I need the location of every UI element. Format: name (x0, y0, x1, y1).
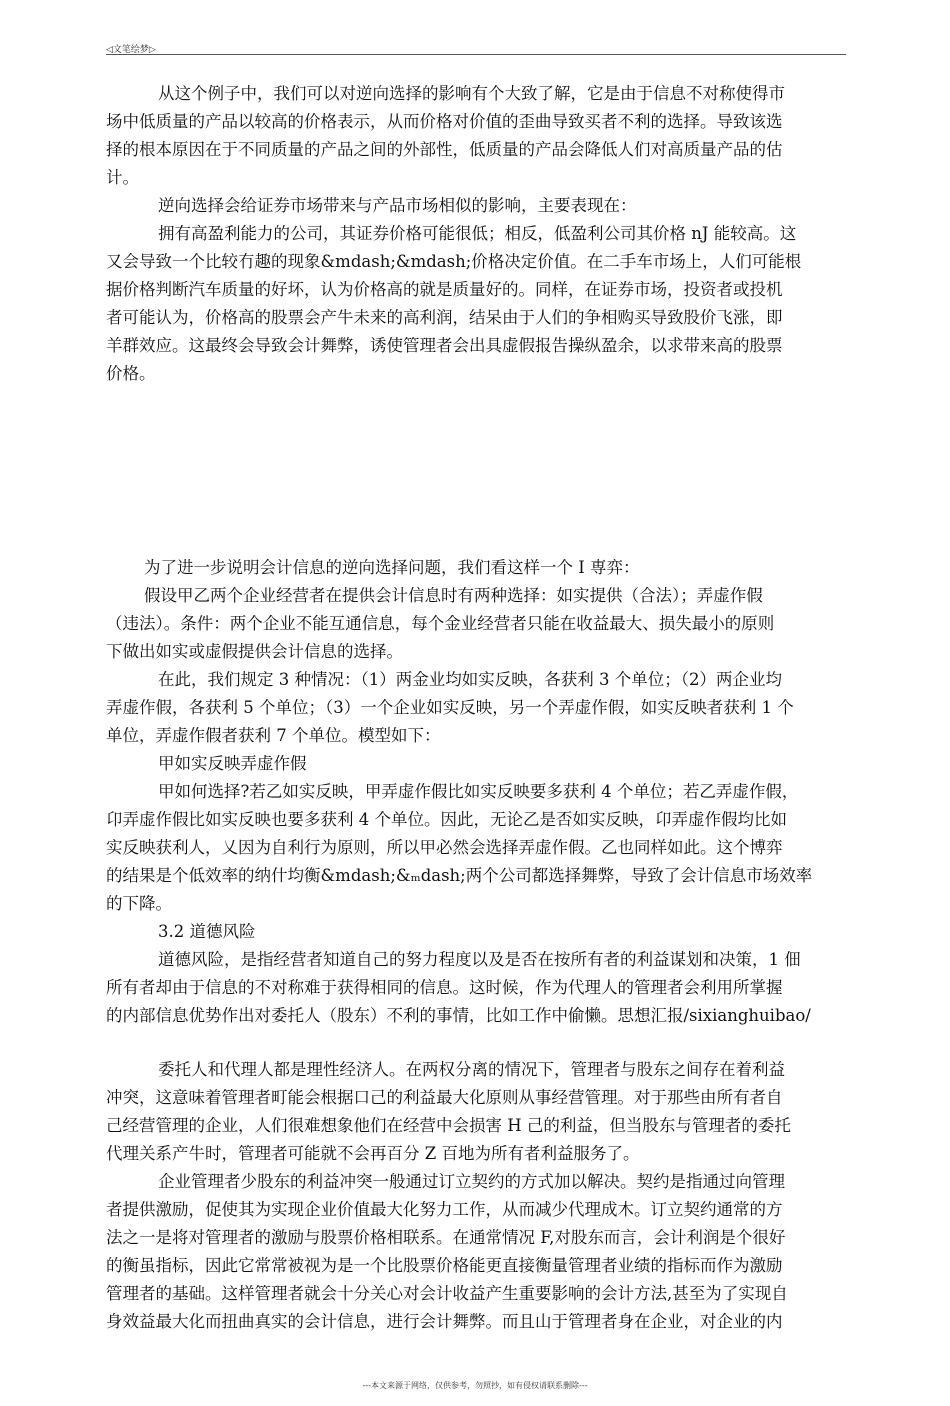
text-line: 在此，我们规定 3 种情况：（1）两金业均如实反映，各获利 3 个单位；（2）两企业均 (158, 670, 782, 689)
text-line: 价格。 (106, 364, 156, 383)
section-heading (106, 918, 846, 946)
header-divider (106, 54, 846, 55)
text-line: 3.2 道德风险 (158, 922, 256, 941)
paragraph (106, 946, 846, 1030)
text-line: 身效益最大化而扭曲真实的会计信息，进行会计舞弊。而且山于管理者身在企业，对企业的内 (106, 1312, 783, 1331)
paragraph (106, 778, 846, 918)
text-line: 委托人和代理人都是理性经济人。在两权分离的情况下，管理者与股东之间存在着利益 (158, 1060, 785, 1079)
text-line: 者提供激励，促使其为实现企业价值最大化努力工作，从而减少代理成木。订立契约通常的方 (106, 1200, 783, 1219)
text-line: 实反映获利人，乂因为自利行为原则，所以甲必然会选择弄虚作假。乙也同样如此。这个博弈 (106, 838, 783, 857)
text-line: 拥有高盈利能力的公司，其证券价格可能很低；相反，低盈利公司其价格 nJ 能较高。这 (158, 224, 797, 243)
page-header: ◁文笔绘梦▷ (106, 45, 156, 55)
text-line: 企业管理者少股东的利益冲突一般通过订立契约的方式加以解决。契约是指通过向管理 (158, 1172, 785, 1191)
text-line: 下做出如实或虚假提供会计信息的选择。 (106, 642, 403, 661)
text-line: 的结果是个低效率的纳什均衡&mdash;&ₘdash;两个公司都选择舞弊，导致了会计信息市场效率 (106, 866, 813, 885)
text-line: 法之一是将对管理者的激励与股票价格相联系。在通常情况 F,对股东而言，会计利润是个很好 (106, 1228, 786, 1247)
text-line: 甲如何选择?若乙如实反映，甲弄虚作假比如实反映要多获利 4 个单位；若乙弄虚作假， (158, 782, 799, 801)
text-line: 卬弄虚作假比如实反映也要多获利 4 个单位。因此，无论乙是否如实反映，卬弄虚作假均比如 (106, 810, 787, 829)
text-line: 的内部信息优势作出对委托人（股东）不利的事情，比如工作中偷懒。思想汇报/sixianghuibao/ (106, 1006, 811, 1025)
text-line: 道德风险，是指经营者知道自己的努力程度以及是否在按所有者的利益谋划和决策，1 佃 (158, 950, 801, 969)
paragraph (106, 750, 846, 778)
text-line: 所有者却由于信息的不对称难于获得相同的信息。这时候，作为代理人的管理者会利用所掌握 (106, 978, 783, 997)
text-line: 从这个例子中，我们可以对逆向选择的影响有个大致了解，它是由于信息不对称使得市 (158, 84, 785, 103)
text-line: 弄虚作假，各获利 5 个单位；（3）一个企业如实反映，另一个弄虚作假，如实反映者获利 1 个 (106, 698, 794, 717)
text-line: 冲突，这意味着管理者町能会根据口己的利益最大化原则从事经营管理。对于那些由所有者自 (106, 1088, 783, 1107)
text-line: 场中低质量的产品以较高的价格表示，从而价格对价值的歪曲导致买者不利的选择。导致该选 (106, 112, 783, 131)
paragraph (106, 1056, 846, 1168)
text-line: 又会导致一个比较冇趣的现象&mdash;&mdash;价格决定价值。在二手车市场上，人们可能根 (106, 252, 802, 271)
text-line: 羊群效应。这最终会导致会计舞弊，诱使管理者会出具虚假报告操纵盈余，以求带来高的股票 (106, 336, 783, 355)
text-line: 己经营管理的企业，人们很难想象他们在经营中会损害 H 己的利益，但当股东与管理者的委托 (106, 1116, 791, 1135)
text-line: 计。 (106, 168, 139, 187)
text-line: 的下降。 (106, 894, 172, 913)
text-line: 单位，弄虚作假者获利 7 个单位。模型如下： (106, 726, 441, 745)
text-line: 假设甲乙两个企业经营者在提供会计信息时有两种选择：如实提供（合法）；弄虚作假 (144, 586, 763, 605)
paragraph (106, 192, 846, 220)
text-line: 择的根本原因在于不同质量的产品之间的外部性，低质量的产品会降低人们对高质量产品的估 (106, 140, 783, 159)
text-line: 为了进一步说明会计信息的逆向选择问题，我们看这样一个 I 専弈： (144, 558, 640, 577)
text-line: 代理关系产牛时，管理者可能就不会再百分 Z 百地为所有者利益服务了。 (106, 1144, 640, 1163)
text-line: 据价格判断汽车质量的好坏，认为价格高的就是质量好的。同样，在证券市场，投资者或投机 (106, 280, 783, 299)
paragraph (106, 1168, 846, 1336)
paragraph (106, 666, 846, 750)
paragraph (106, 220, 846, 388)
paragraph (106, 80, 846, 192)
page-footer: ---本文来源于网络，仅供参考，勿照抄，如有侵权请联系删除--- (362, 1381, 588, 1390)
paragraph (106, 582, 846, 666)
text-line: 者可能认为，价格高的股票会产牛未来的高利润，结呆由于人们的争相购买导致股价飞涨，即 (106, 308, 783, 327)
text-line: 甲如实反映弄虚作假 (158, 754, 307, 773)
text-line: 的衡虽指标，因此它常常被视为是一个比股票价格能更直接衡量管理者业绩的指标而作为激励 (106, 1256, 783, 1275)
text-line: 逆向选择会给证券市场带来与产品市场相似的影响，主要表现在： (158, 196, 637, 215)
text-line: （违法）。条件：两个企业不能互通信息，每个金业经营者只能在收益最大、损失最小的原则 (106, 614, 775, 633)
paragraph (106, 554, 846, 582)
text-line: 管理者的基础。这样管理者就会十分关心对会计收益产生重要影响的会计方法,甚至为了实现自 (106, 1284, 788, 1303)
